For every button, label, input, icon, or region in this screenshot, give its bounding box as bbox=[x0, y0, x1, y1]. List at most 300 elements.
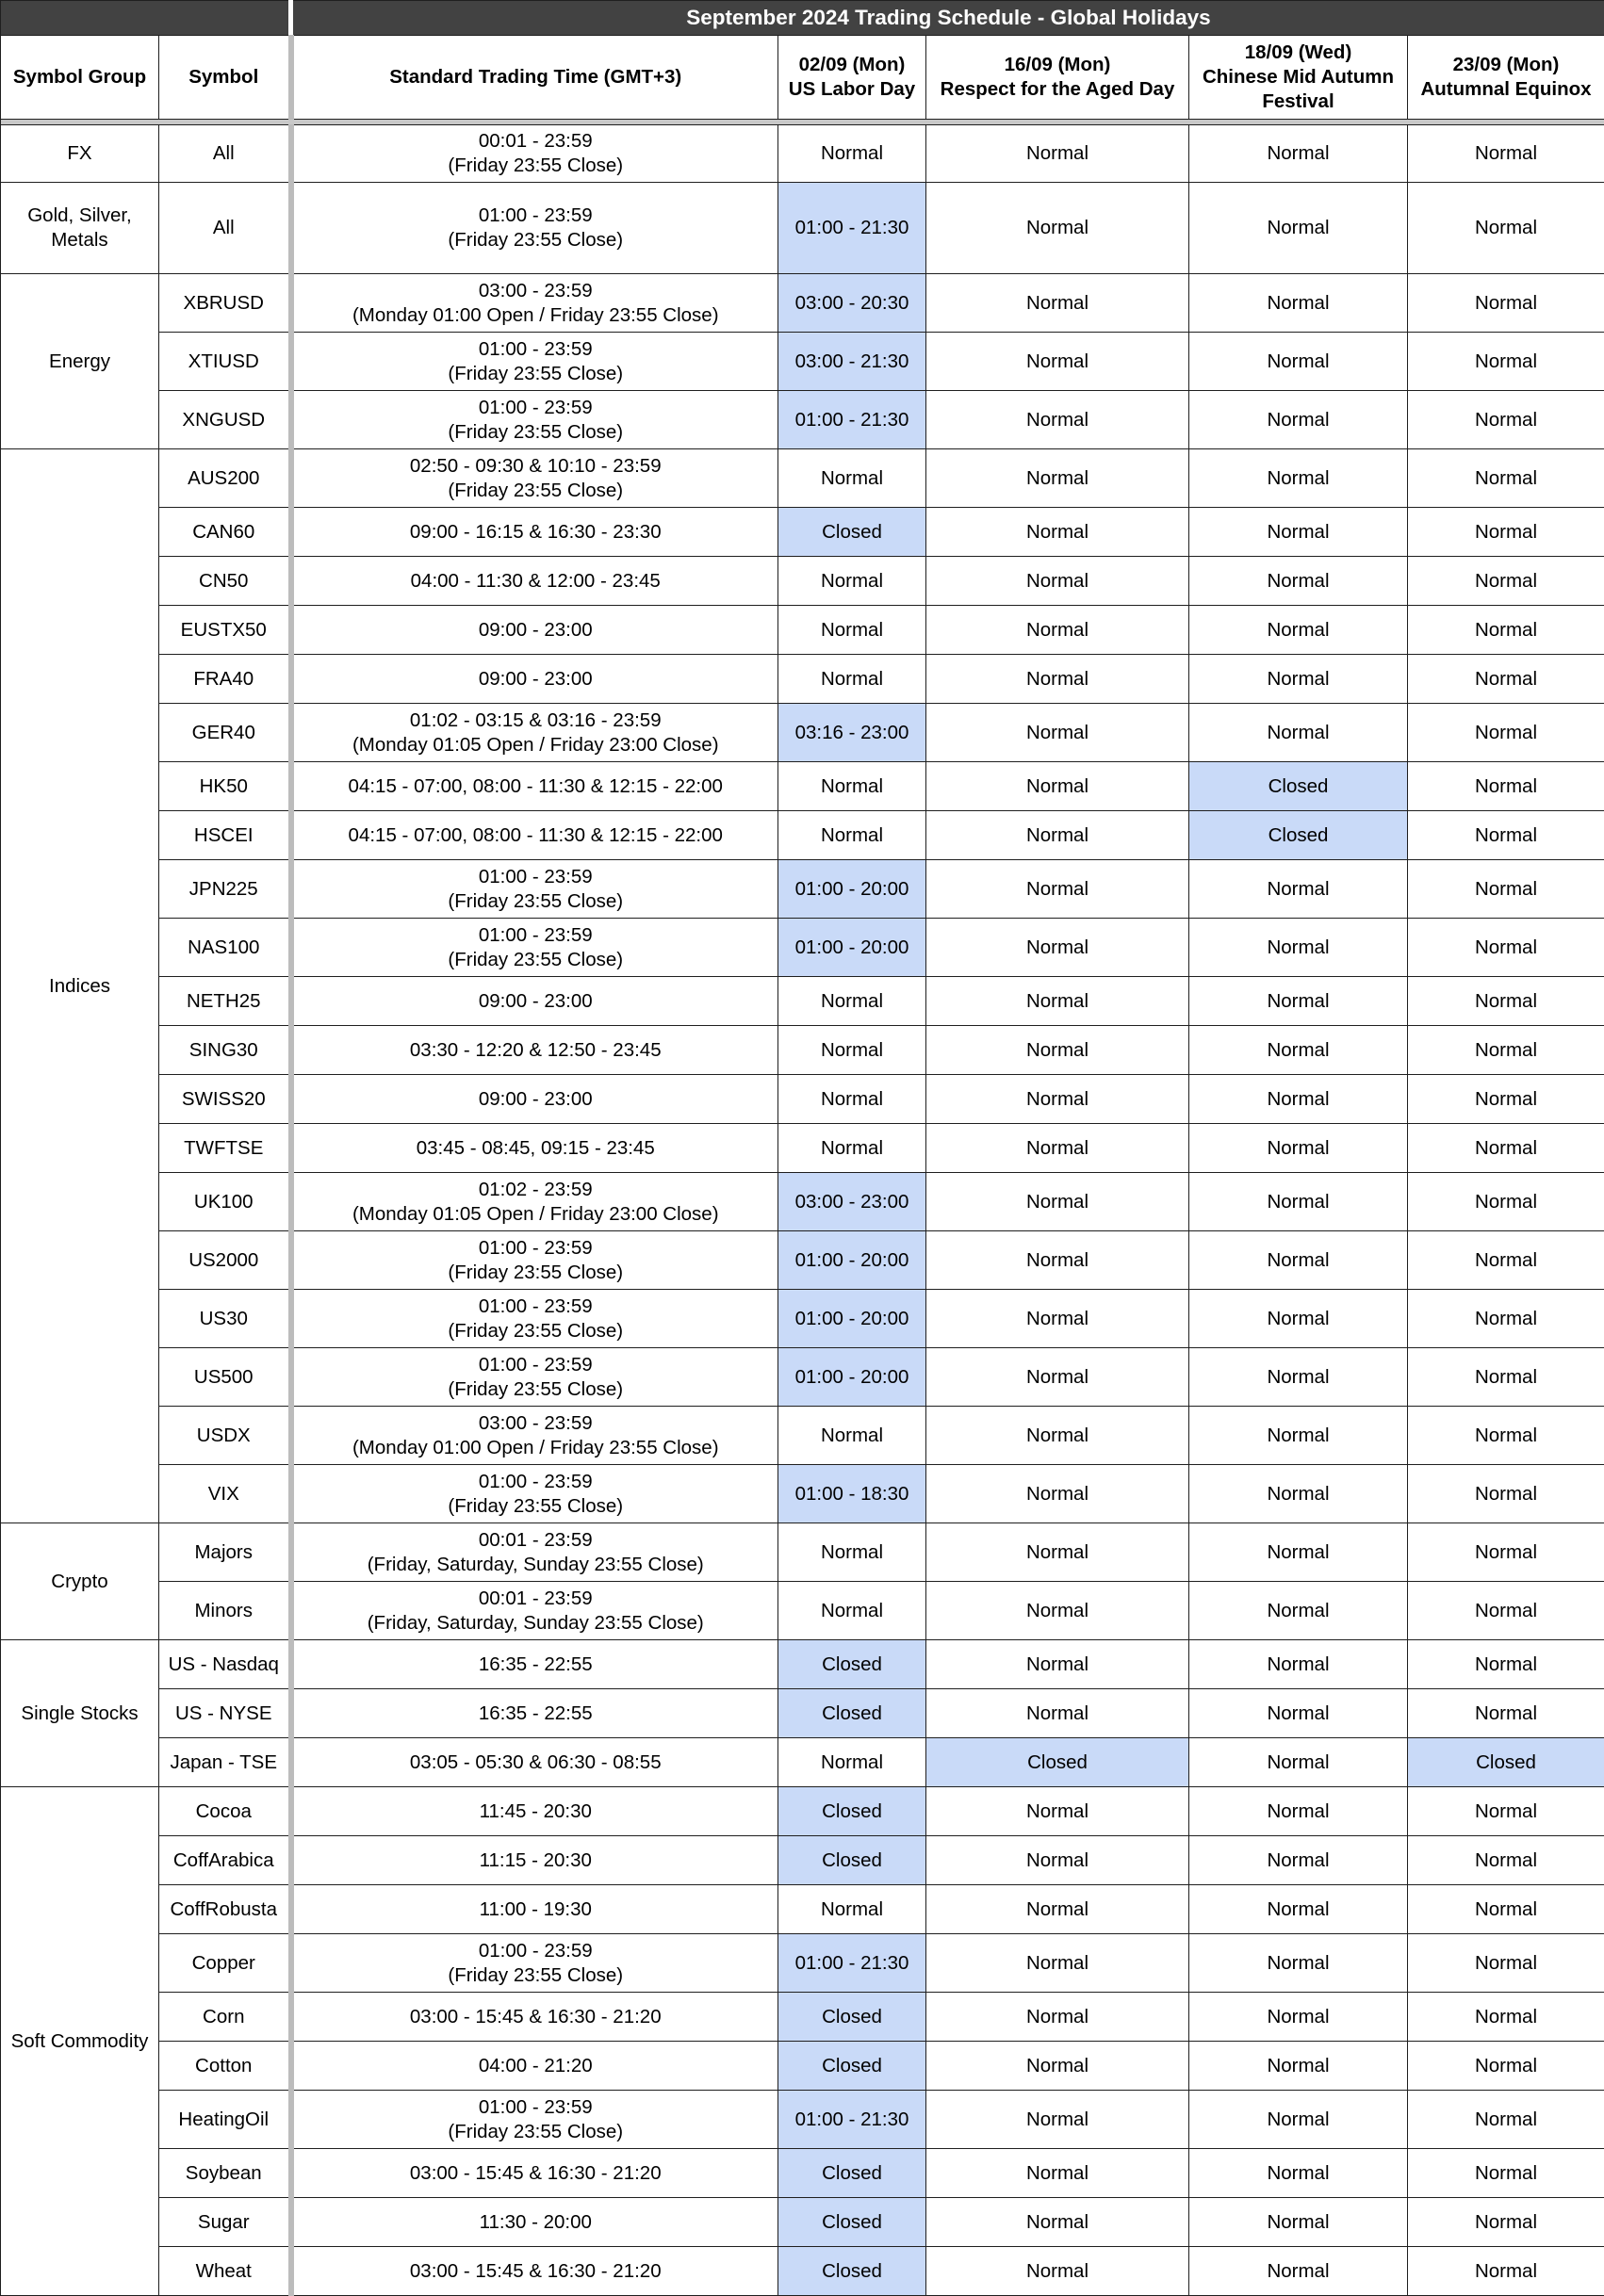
holiday-status-cell: Normal bbox=[1408, 1026, 1604, 1075]
holiday-status-cell: Normal bbox=[926, 183, 1189, 274]
column-header-row bbox=[1, 36, 1604, 120]
standard-time-cell bbox=[291, 1075, 778, 1124]
symbol-cell: NETH25 bbox=[159, 977, 291, 1026]
holiday-status-cell: Normal bbox=[1189, 1465, 1408, 1523]
standard-time-cell bbox=[291, 1124, 778, 1173]
table-row bbox=[1, 1738, 1604, 1787]
table-row bbox=[1, 1173, 1604, 1231]
table-row bbox=[1, 811, 1604, 860]
symbol-cell: EUSTX50 bbox=[159, 606, 291, 655]
standard-time-cell bbox=[291, 1934, 778, 1993]
holiday-status-cell: Normal bbox=[1189, 1026, 1408, 1075]
holiday-status-cell: Normal bbox=[1408, 274, 1604, 333]
symbol-cell: USDX bbox=[159, 1407, 291, 1465]
symbol-cell: AUS200 bbox=[159, 449, 291, 508]
holiday-status-cell: Normal bbox=[926, 1523, 1189, 1582]
holiday-status-cell: Normal bbox=[926, 704, 1189, 762]
standard-time-line: (Friday 23:55 Close) bbox=[298, 1261, 775, 1285]
standard-time-cell bbox=[291, 391, 778, 449]
holiday-status-cell: Normal bbox=[1189, 655, 1408, 704]
holiday-status-cell: Normal bbox=[1189, 2149, 1408, 2198]
holiday-status-cell: Normal bbox=[778, 977, 926, 1026]
holiday-status-cell: Normal bbox=[1408, 811, 1604, 860]
holiday-status-cell: Normal bbox=[1408, 1582, 1604, 1640]
table-row bbox=[1, 1075, 1604, 1124]
holiday-status-cell: Normal bbox=[926, 919, 1189, 977]
holiday-status-cell: Normal bbox=[1408, 762, 1604, 811]
holiday-status-cell: Normal bbox=[1189, 1124, 1408, 1173]
header-day-holiday: Chinese Mid Autumn Festival bbox=[1193, 65, 1403, 114]
table-row bbox=[1, 1290, 1604, 1348]
standard-time-line: 09:00 - 16:15 & 16:30 - 23:30 bbox=[298, 520, 775, 545]
holiday-status-cell: Normal bbox=[1189, 1738, 1408, 1787]
holiday-status-cell: Normal bbox=[926, 1231, 1189, 1290]
holiday-status-cell: Normal bbox=[1408, 1640, 1604, 1689]
holiday-status-cell: Normal bbox=[926, 125, 1189, 183]
header-standard-time: Standard Trading Time (GMT+3) bbox=[291, 36, 778, 120]
holiday-status-cell: Normal bbox=[1189, 919, 1408, 977]
holiday-status-cell: Normal bbox=[1189, 557, 1408, 606]
symbol-cell: VIX bbox=[159, 1465, 291, 1523]
holiday-status-cell: Normal bbox=[926, 1026, 1189, 1075]
header-day-date: 18/09 (Wed) bbox=[1193, 41, 1403, 65]
header-symbol-group: Symbol Group bbox=[1, 36, 159, 120]
holiday-status-cell: Normal bbox=[1189, 125, 1408, 183]
holiday-status-cell: Normal bbox=[926, 2247, 1189, 2296]
standard-time-line: 09:00 - 23:00 bbox=[298, 667, 775, 692]
holiday-status-cell: Normal bbox=[1408, 125, 1604, 183]
table-row bbox=[1, 1582, 1604, 1640]
holiday-status-cell: Normal bbox=[1189, 1640, 1408, 1689]
symbol-cell: Copper bbox=[159, 1934, 291, 1993]
holiday-status-cell: Normal bbox=[926, 1934, 1189, 1993]
standard-time-line: 01:00 - 23:59 bbox=[298, 1236, 775, 1261]
holiday-status-cell: Normal bbox=[1408, 333, 1604, 391]
holiday-status-cell: Normal bbox=[1408, 183, 1604, 274]
table-row bbox=[1, 919, 1604, 977]
holiday-status-cell: Normal bbox=[926, 2042, 1189, 2091]
standard-time-line: (Friday, Saturday, Sunday 23:55 Close) bbox=[298, 1553, 775, 1577]
holiday-status-cell: Normal bbox=[778, 811, 926, 860]
standard-time-cell bbox=[291, 449, 778, 508]
holiday-status-cell: Normal bbox=[778, 606, 926, 655]
holiday-status-cell: 01:00 - 21:30 bbox=[778, 391, 926, 449]
holiday-status-cell: Closed bbox=[926, 1738, 1189, 1787]
table-row bbox=[1, 977, 1604, 1026]
schedule-body bbox=[1, 125, 1604, 2296]
standard-time-cell bbox=[291, 606, 778, 655]
symbol-cell: CAN60 bbox=[159, 508, 291, 557]
holiday-status-cell: Normal bbox=[1189, 704, 1408, 762]
standard-time-cell bbox=[291, 1689, 778, 1738]
standard-time-line: 03:45 - 08:45, 09:15 - 23:45 bbox=[298, 1136, 775, 1161]
table-row bbox=[1, 2091, 1604, 2149]
holiday-status-cell: Normal bbox=[1408, 2091, 1604, 2149]
table-row bbox=[1, 1231, 1604, 1290]
standard-time-line: (Friday 23:55 Close) bbox=[298, 889, 775, 914]
holiday-status-cell: Normal bbox=[1408, 1407, 1604, 1465]
holiday-status-cell: Normal bbox=[778, 1582, 926, 1640]
table-row bbox=[1, 606, 1604, 655]
holiday-status-cell: Normal bbox=[778, 125, 926, 183]
standard-time-line: 01:00 - 23:59 bbox=[298, 1295, 775, 1319]
holiday-status-cell: Normal bbox=[926, 449, 1189, 508]
holiday-status-cell: Normal bbox=[778, 449, 926, 508]
standard-time-line: 09:00 - 23:00 bbox=[298, 989, 775, 1014]
standard-time-line: 04:15 - 07:00, 08:00 - 11:30 & 12:15 - 22:00 bbox=[298, 774, 775, 799]
standard-time-cell bbox=[291, 919, 778, 977]
header-day-equinox bbox=[1408, 36, 1604, 120]
standard-time-cell bbox=[291, 1348, 778, 1407]
standard-time-cell bbox=[291, 2042, 778, 2091]
symbol-group-cell: Gold, Silver, Metals bbox=[1, 183, 159, 274]
standard-time-line: 03:00 - 15:45 & 16:30 - 21:20 bbox=[298, 2005, 775, 2029]
table-row bbox=[1, 1934, 1604, 1993]
holiday-status-cell: Normal bbox=[1408, 1348, 1604, 1407]
symbol-cell: UK100 bbox=[159, 1173, 291, 1231]
table-row bbox=[1, 183, 1604, 274]
header-day-holiday: Respect for the Aged Day bbox=[930, 77, 1185, 102]
standard-time-cell bbox=[291, 2091, 778, 2149]
table-row bbox=[1, 1836, 1604, 1885]
standard-time-cell bbox=[291, 508, 778, 557]
standard-time-line: (Friday 23:55 Close) bbox=[298, 1377, 775, 1402]
standard-time-line: 01:02 - 23:59 bbox=[298, 1178, 775, 1202]
standard-time-line: 03:00 - 15:45 & 16:30 - 21:20 bbox=[298, 2259, 775, 2284]
table-row bbox=[1, 1465, 1604, 1523]
symbol-cell: Sugar bbox=[159, 2198, 291, 2247]
table-row bbox=[1, 1640, 1604, 1689]
table-row bbox=[1, 2198, 1604, 2247]
table-row bbox=[1, 1124, 1604, 1173]
table-row bbox=[1, 655, 1604, 704]
holiday-status-cell: Normal bbox=[778, 1738, 926, 1787]
standard-time-cell bbox=[291, 183, 778, 274]
standard-time-cell bbox=[291, 1885, 778, 1934]
symbol-cell: Corn bbox=[159, 1993, 291, 2042]
table-row bbox=[1, 391, 1604, 449]
holiday-status-cell: 01:00 - 20:00 bbox=[778, 919, 926, 977]
header-day-mid-autumn bbox=[1189, 36, 1408, 120]
symbol-cell: XTIUSD bbox=[159, 333, 291, 391]
holiday-status-cell: Normal bbox=[778, 1523, 926, 1582]
holiday-status-cell: Closed bbox=[778, 2149, 926, 2198]
standard-time-line: (Friday 23:55 Close) bbox=[298, 948, 775, 972]
standard-time-cell bbox=[291, 1407, 778, 1465]
standard-time-line: 01:00 - 23:59 bbox=[298, 865, 775, 889]
holiday-status-cell: 01:00 - 20:00 bbox=[778, 1290, 926, 1348]
holiday-status-cell: Normal bbox=[1408, 606, 1604, 655]
holiday-status-cell: Normal bbox=[778, 1407, 926, 1465]
holiday-status-cell: Normal bbox=[1408, 655, 1604, 704]
holiday-status-cell: Normal bbox=[926, 1124, 1189, 1173]
standard-time-line: 01:00 - 23:59 bbox=[298, 337, 775, 362]
standard-time-line: 09:00 - 23:00 bbox=[298, 618, 775, 643]
standard-time-line: 03:05 - 05:30 & 06:30 - 08:55 bbox=[298, 1750, 775, 1775]
holiday-status-cell: 01:00 - 21:30 bbox=[778, 2091, 926, 2149]
holiday-status-cell: Normal bbox=[926, 1075, 1189, 1124]
standard-time-line: (Friday 23:55 Close) bbox=[298, 362, 775, 386]
standard-time-line: 00:01 - 23:59 bbox=[298, 129, 775, 154]
standard-time-line: 04:00 - 11:30 & 12:00 - 23:45 bbox=[298, 569, 775, 594]
holiday-status-cell: Normal bbox=[1408, 557, 1604, 606]
holiday-status-cell: Normal bbox=[926, 333, 1189, 391]
holiday-status-cell: Closed bbox=[778, 1787, 926, 1836]
standard-time-line: 16:35 - 22:55 bbox=[298, 1653, 775, 1677]
symbol-group-cell: Soft Commodity bbox=[1, 1787, 159, 2296]
holiday-status-cell: Normal bbox=[1189, 977, 1408, 1026]
table-row bbox=[1, 557, 1604, 606]
table-row bbox=[1, 704, 1604, 762]
standard-time-cell bbox=[291, 655, 778, 704]
standard-time-line: 01:00 - 23:59 bbox=[298, 923, 775, 948]
standard-time-cell bbox=[291, 1231, 778, 1290]
holiday-status-cell: Closed bbox=[1189, 811, 1408, 860]
table-row bbox=[1, 2042, 1604, 2091]
holiday-status-cell: Normal bbox=[1189, 1348, 1408, 1407]
holiday-status-cell: Closed bbox=[778, 1993, 926, 2042]
holiday-status-cell: Normal bbox=[1408, 1231, 1604, 1290]
standard-time-cell bbox=[291, 1738, 778, 1787]
holiday-status-cell: Normal bbox=[1189, 1836, 1408, 1885]
holiday-status-cell: Normal bbox=[926, 655, 1189, 704]
holiday-status-cell: Normal bbox=[778, 557, 926, 606]
standard-time-line: 00:01 - 23:59 bbox=[298, 1587, 775, 1611]
standard-time-cell bbox=[291, 860, 778, 919]
holiday-status-cell: Closed bbox=[778, 2042, 926, 2091]
holiday-status-cell: Normal bbox=[778, 655, 926, 704]
holiday-status-cell: Normal bbox=[1408, 1124, 1604, 1173]
holiday-status-cell: Normal bbox=[1408, 1523, 1604, 1582]
standard-time-line: (Friday 23:55 Close) bbox=[298, 420, 775, 445]
standard-time-line: 01:00 - 23:59 bbox=[298, 204, 775, 228]
holiday-status-cell: Normal bbox=[1408, 704, 1604, 762]
holiday-status-cell: 01:00 - 20:00 bbox=[778, 1348, 926, 1407]
holiday-status-cell: Normal bbox=[1408, 449, 1604, 508]
table-row bbox=[1, 508, 1604, 557]
standard-time-cell bbox=[291, 1582, 778, 1640]
header-day-labor-day bbox=[778, 36, 926, 120]
header-day-date: 02/09 (Mon) bbox=[782, 53, 922, 77]
holiday-status-cell: Normal bbox=[1408, 2149, 1604, 2198]
standard-time-line: 09:00 - 23:00 bbox=[298, 1087, 775, 1112]
holiday-status-cell: 01:00 - 21:30 bbox=[778, 183, 926, 274]
holiday-status-cell: Normal bbox=[926, 2149, 1189, 2198]
standard-time-cell bbox=[291, 1836, 778, 1885]
holiday-status-cell: Normal bbox=[1189, 606, 1408, 655]
holiday-status-cell: Normal bbox=[778, 1124, 926, 1173]
holiday-status-cell: Normal bbox=[778, 762, 926, 811]
symbol-cell: Majors bbox=[159, 1523, 291, 1582]
holiday-status-cell: 03:00 - 23:00 bbox=[778, 1173, 926, 1231]
standard-time-cell bbox=[291, 1290, 778, 1348]
holiday-status-cell: Normal bbox=[926, 1173, 1189, 1231]
standard-time-line: (Friday 23:55 Close) bbox=[298, 2120, 775, 2144]
holiday-status-cell: Normal bbox=[1408, 391, 1604, 449]
holiday-status-cell: Normal bbox=[1189, 2247, 1408, 2296]
holiday-status-cell: Normal bbox=[926, 606, 1189, 655]
holiday-status-cell: 03:16 - 23:00 bbox=[778, 704, 926, 762]
symbol-cell: Wheat bbox=[159, 2247, 291, 2296]
symbol-cell: CoffRobusta bbox=[159, 1885, 291, 1934]
standard-time-cell bbox=[291, 1640, 778, 1689]
table-row bbox=[1, 2247, 1604, 2296]
symbol-cell: US30 bbox=[159, 1290, 291, 1348]
standard-time-cell bbox=[291, 2198, 778, 2247]
standard-time-cell bbox=[291, 1465, 778, 1523]
holiday-status-cell: Closed bbox=[778, 1689, 926, 1738]
standard-time-cell bbox=[291, 762, 778, 811]
holiday-status-cell: Normal bbox=[1408, 1885, 1604, 1934]
holiday-status-cell: Normal bbox=[1408, 1934, 1604, 1993]
holiday-status-cell: Normal bbox=[926, 508, 1189, 557]
standard-time-cell bbox=[291, 1173, 778, 1231]
standard-time-cell bbox=[291, 125, 778, 183]
holiday-status-cell: Normal bbox=[926, 1348, 1189, 1407]
symbol-group-cell: Indices bbox=[1, 449, 159, 1523]
standard-time-line: 03:00 - 23:59 bbox=[298, 1411, 775, 1436]
holiday-status-cell: Normal bbox=[1408, 1787, 1604, 1836]
holiday-status-cell: Normal bbox=[1189, 274, 1408, 333]
symbol-cell: All bbox=[159, 183, 291, 274]
holiday-status-cell: Normal bbox=[1408, 1993, 1604, 2042]
holiday-status-cell: Closed bbox=[1189, 762, 1408, 811]
standard-time-line: (Friday 23:55 Close) bbox=[298, 228, 775, 252]
holiday-status-cell: Normal bbox=[926, 1787, 1189, 1836]
holiday-status-cell: Normal bbox=[1189, 1290, 1408, 1348]
symbol-cell: Cotton bbox=[159, 2042, 291, 2091]
symbol-cell: HK50 bbox=[159, 762, 291, 811]
holiday-status-cell: Normal bbox=[1189, 1523, 1408, 1582]
standard-time-cell bbox=[291, 977, 778, 1026]
holiday-status-cell: Normal bbox=[926, 977, 1189, 1026]
standard-time-line: (Friday 23:55 Close) bbox=[298, 1963, 775, 1988]
title-row bbox=[1, 1, 1604, 36]
standard-time-line: (Monday 01:05 Open / Friday 23:00 Close) bbox=[298, 1202, 775, 1227]
holiday-status-cell: Normal bbox=[926, 1465, 1189, 1523]
holiday-status-cell: Normal bbox=[926, 811, 1189, 860]
table-row bbox=[1, 125, 1604, 183]
header-day-date: 23/09 (Mon) bbox=[1412, 53, 1600, 77]
symbol-cell: US - NYSE bbox=[159, 1689, 291, 1738]
standard-time-line: 01:00 - 23:59 bbox=[298, 2095, 775, 2120]
title-bar-left bbox=[1, 1, 291, 36]
holiday-status-cell: Normal bbox=[1408, 1290, 1604, 1348]
holiday-status-cell: Normal bbox=[1189, 391, 1408, 449]
holiday-status-cell: 01:00 - 20:00 bbox=[778, 1231, 926, 1290]
holiday-status-cell: Normal bbox=[778, 1026, 926, 1075]
symbol-cell: JPN225 bbox=[159, 860, 291, 919]
symbol-cell: FRA40 bbox=[159, 655, 291, 704]
symbol-cell: XBRUSD bbox=[159, 274, 291, 333]
standard-time-cell bbox=[291, 1787, 778, 1836]
standard-time-line: 11:15 - 20:30 bbox=[298, 1848, 775, 1873]
header-day-holiday: Autumnal Equinox bbox=[1412, 77, 1600, 102]
holiday-status-cell: Normal bbox=[778, 1885, 926, 1934]
symbol-cell: TWFTSE bbox=[159, 1124, 291, 1173]
holiday-status-cell: Normal bbox=[926, 274, 1189, 333]
holiday-status-cell: Normal bbox=[1408, 2042, 1604, 2091]
standard-time-cell bbox=[291, 2149, 778, 2198]
standard-time-cell bbox=[291, 1993, 778, 2042]
holiday-status-cell: Normal bbox=[1189, 1689, 1408, 1738]
header-day-date: 16/09 (Mon) bbox=[930, 53, 1185, 77]
holiday-status-cell: Closed bbox=[778, 2247, 926, 2296]
table-row bbox=[1, 762, 1604, 811]
holiday-status-cell: Normal bbox=[1189, 2198, 1408, 2247]
symbol-group-cell: Crypto bbox=[1, 1523, 159, 1640]
holiday-status-cell: Normal bbox=[1408, 1465, 1604, 1523]
holiday-status-cell: Normal bbox=[1408, 860, 1604, 919]
holiday-status-cell: Normal bbox=[1189, 1993, 1408, 2042]
standard-time-line: (Friday 23:55 Close) bbox=[298, 1494, 775, 1519]
symbol-cell: Minors bbox=[159, 1582, 291, 1640]
symbol-cell: Cocoa bbox=[159, 1787, 291, 1836]
holiday-status-cell: Normal bbox=[926, 1689, 1189, 1738]
standard-time-line: 11:45 - 20:30 bbox=[298, 1799, 775, 1824]
standard-time-line: 16:35 - 22:55 bbox=[298, 1702, 775, 1726]
holiday-status-cell: Normal bbox=[926, 2091, 1189, 2149]
table-row bbox=[1, 1689, 1604, 1738]
table-row bbox=[1, 1523, 1604, 1582]
symbol-cell: All bbox=[159, 125, 291, 183]
holiday-status-cell: Normal bbox=[926, 1885, 1189, 1934]
standard-time-line: 11:00 - 19:30 bbox=[298, 1897, 775, 1922]
standard-time-line: (Friday 23:55 Close) bbox=[298, 1319, 775, 1343]
symbol-group-cell: Single Stocks bbox=[1, 1640, 159, 1787]
symbol-cell: XNGUSD bbox=[159, 391, 291, 449]
symbol-cell: SWISS20 bbox=[159, 1075, 291, 1124]
standard-time-line: 01:00 - 23:59 bbox=[298, 1470, 775, 1494]
standard-time-line: 01:00 - 23:59 bbox=[298, 396, 775, 420]
symbol-group-cell: FX bbox=[1, 125, 159, 183]
standard-time-line: (Monday 01:05 Open / Friday 23:00 Close) bbox=[298, 733, 775, 757]
symbol-cell: CoffArabica bbox=[159, 1836, 291, 1885]
header-symbol: Symbol bbox=[159, 36, 291, 120]
holiday-status-cell: Normal bbox=[1408, 1689, 1604, 1738]
holiday-status-cell: Normal bbox=[926, 1836, 1189, 1885]
table-row bbox=[1, 1026, 1604, 1075]
holiday-status-cell: Normal bbox=[1189, 333, 1408, 391]
holiday-status-cell: Normal bbox=[926, 2198, 1189, 2247]
standard-time-cell bbox=[291, 811, 778, 860]
table-title: September 2024 Trading Schedule - Global Holidays bbox=[291, 1, 1604, 36]
holiday-status-cell: 01:00 - 21:30 bbox=[778, 1934, 926, 1993]
holiday-status-cell: Normal bbox=[926, 1582, 1189, 1640]
standard-time-line: 03:00 - 15:45 & 16:30 - 21:20 bbox=[298, 2161, 775, 2186]
holiday-status-cell: Normal bbox=[926, 1993, 1189, 2042]
symbol-cell: HSCEI bbox=[159, 811, 291, 860]
holiday-status-cell: Closed bbox=[1408, 1738, 1604, 1787]
table-row bbox=[1, 449, 1604, 508]
table-row bbox=[1, 1348, 1604, 1407]
holiday-status-cell: Normal bbox=[1408, 2247, 1604, 2296]
standard-time-cell bbox=[291, 557, 778, 606]
standard-time-cell bbox=[291, 704, 778, 762]
standard-time-cell bbox=[291, 2247, 778, 2296]
holiday-status-cell: Normal bbox=[1189, 860, 1408, 919]
holiday-status-cell: Normal bbox=[1189, 1407, 1408, 1465]
holiday-status-cell: Normal bbox=[1189, 1934, 1408, 1993]
holiday-status-cell: Normal bbox=[1408, 1836, 1604, 1885]
symbol-cell: NAS100 bbox=[159, 919, 291, 977]
holiday-status-cell: Normal bbox=[1189, 2091, 1408, 2149]
holiday-status-cell: Normal bbox=[1189, 1231, 1408, 1290]
holiday-status-cell: Normal bbox=[926, 1290, 1189, 1348]
holiday-status-cell: Normal bbox=[1408, 508, 1604, 557]
symbol-cell: US500 bbox=[159, 1348, 291, 1407]
table-row bbox=[1, 1993, 1604, 2042]
